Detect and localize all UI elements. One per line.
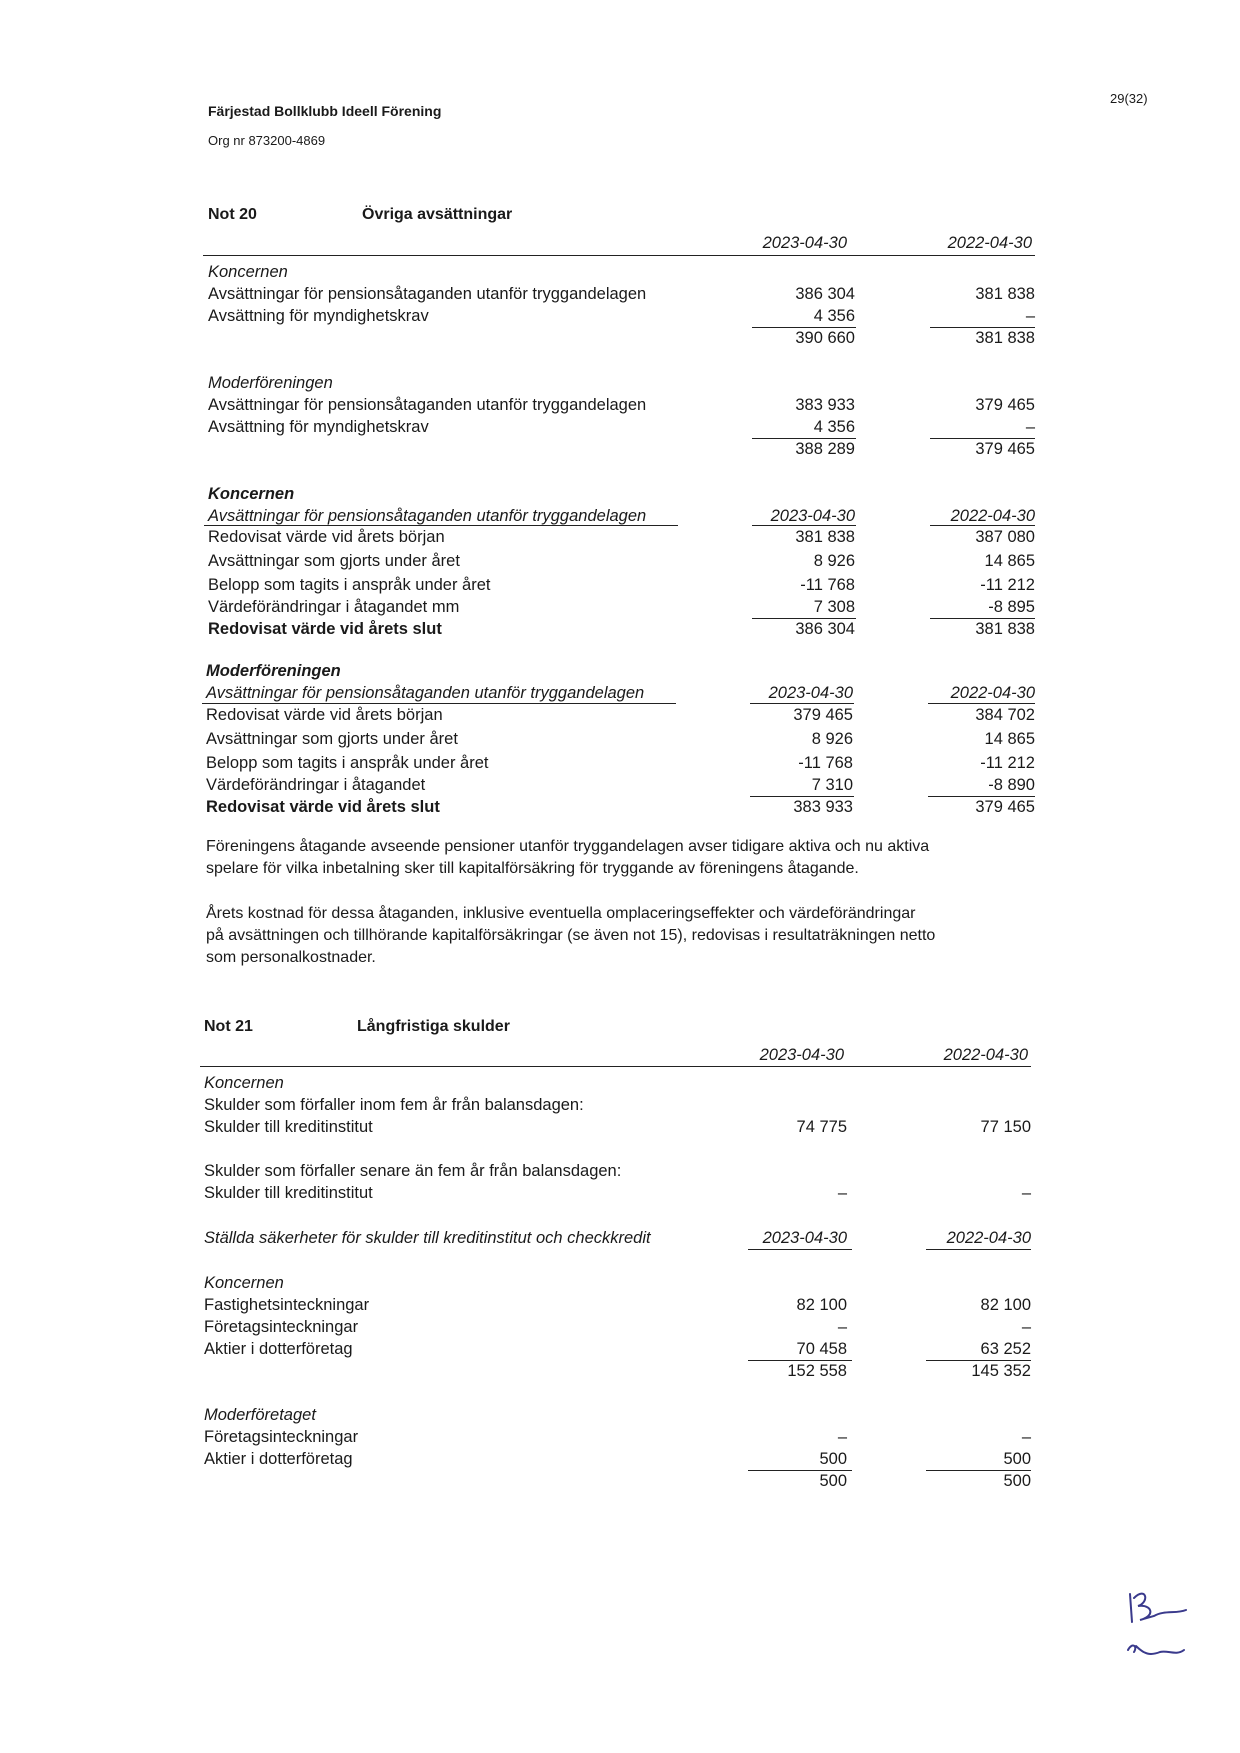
divider	[200, 1066, 1031, 1067]
table-row: Värdeförändringar i åtagandet 7 310 -8 890	[206, 776, 1035, 794]
divider	[926, 1249, 1031, 1250]
note21-column-headers	[0, 1044, 1240, 1066]
table-row: Avsättning för myndighetskrav 4 356 –	[208, 307, 1035, 325]
table-row: Aktier i dotterföretag 500 500	[204, 1450, 1031, 1468]
total-row: 388 289 379 465	[795, 440, 1035, 458]
handwritten-initials	[1120, 1580, 1200, 1680]
table-row: Avsättningar som gjorts under året 8 926 14 865	[208, 552, 1035, 570]
table-row: Skulder till kreditinstitut 74 775 77 150	[204, 1118, 1031, 1136]
table-row: Företagsinteckningar – –	[204, 1428, 1031, 1446]
table-row: Avsättning för myndighetskrav 4 356 –	[208, 418, 1035, 436]
note20-number: Not 20	[208, 206, 257, 223]
total-row: 390 660 381 838	[795, 329, 1035, 347]
organization-name: Färjestad Bollklubb Ideell Förening	[208, 103, 442, 119]
table-row: Redovisat värde vid årets början 379 465 384 702	[206, 706, 1035, 724]
col-header-2022: 2022-04-30	[943, 1046, 1028, 1064]
note20-column-headers	[0, 232, 1240, 254]
total-row: 500 500	[819, 1472, 1031, 1490]
note20-title: Övriga avsättningar	[362, 206, 513, 223]
col-header-2022: 2022-04-30	[947, 234, 1032, 252]
table-row: Belopp som tagits i anspråk under året -11 768 -11 212	[208, 576, 1035, 594]
table-row: Aktier i dotterföretag 70 458 63 252	[204, 1340, 1031, 1358]
col-header-2023: 2023-04-30	[762, 234, 847, 252]
divider	[748, 1249, 852, 1250]
securities-heading-row: Ställda säkerheter för skulder till kreditinstitut och checkkredit 2023-04-30 2022-04-30	[204, 1229, 1031, 1247]
table-row: Avsättningar som gjorts under året 8 926 14 865	[206, 730, 1035, 748]
organization-number: Org nr 873200-4869	[208, 133, 326, 148]
note21-title: Långfristiga skulder	[357, 1018, 510, 1035]
pension-subheading-row: Avsättningar för pensionsåtaganden utanför tryggandelagen 2023-04-30 2022-04-30	[208, 507, 1035, 525]
table-row: Skulder till kreditinstitut – –	[204, 1184, 1031, 1202]
page-number: 29(32)	[1110, 91, 1148, 106]
total-row: Redovisat värde vid årets slut 383 933 379 465	[206, 798, 1035, 816]
total-row: 152 558 145 352	[787, 1362, 1031, 1380]
table-row: Värdeförändringar i åtagandet mm 7 308 -8 895	[208, 598, 1035, 616]
table-row: Avsättningar för pensionsåtaganden utanför tryggandelagen 383 933 379 465	[208, 396, 1035, 414]
note21-number: Not 21	[204, 1018, 253, 1035]
pension-subheading-row: Avsättningar för pensionsåtaganden utanför tryggandelagen 2023-04-30 2022-04-30	[206, 684, 1035, 702]
table-row: Redovisat värde vid årets början 381 838 387 080	[208, 528, 1035, 546]
table-row: Belopp som tagits i anspråk under året -11 768 -11 212	[206, 754, 1035, 772]
note20-paragraph-2: Årets kostnad för dessa åtaganden, inklusive eventuella omplaceringseffekter och värdeförändringar på avsättningen och tillhörande kapitalförsäkringar (se även not 15), redovisas i resultaträkningen netto som personalkostnader.	[206, 905, 936, 966]
table-row: Avsättningar för pensionsåtaganden utanför tryggandelagen 386 304 381 838	[208, 285, 1035, 303]
divider	[203, 255, 1035, 256]
table-row: Företagsinteckningar – –	[204, 1318, 1031, 1336]
total-row: Redovisat värde vid årets slut 386 304 381 838	[208, 620, 1035, 638]
table-row: Fastighetsinteckningar 82 100 82 100	[204, 1296, 1031, 1314]
col-header-2023: 2023-04-30	[759, 1046, 844, 1064]
note20-paragraph-1: Föreningens åtagande avseende pensioner utanför tryggandelagen avser tidigare aktiva och nu aktiva spelare för vilka inbetalning sker till kapitalförsäkring för tryggande av föreningens åtagande.	[206, 838, 930, 877]
